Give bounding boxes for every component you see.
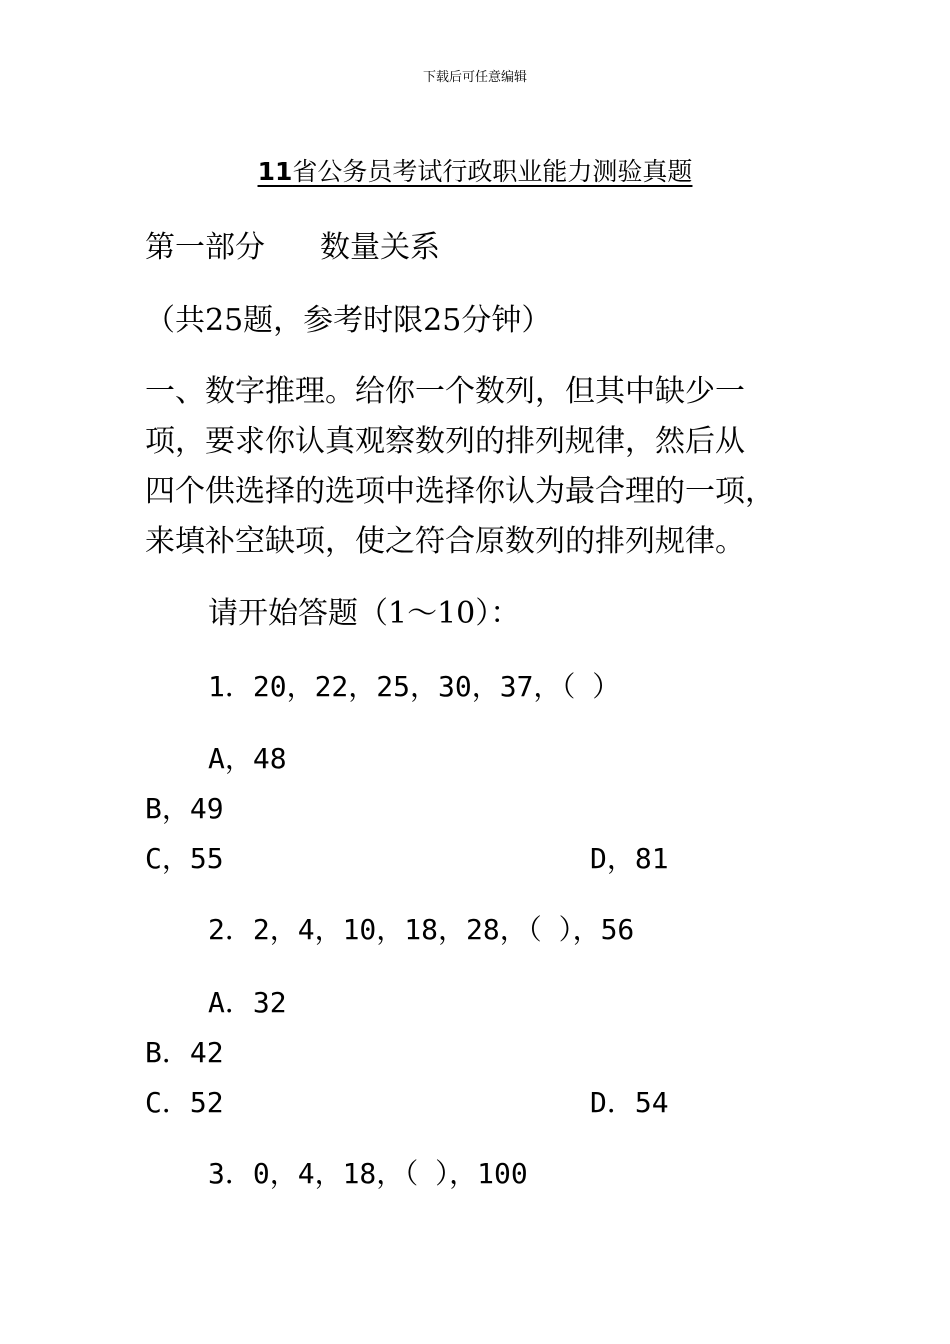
title-text: 省公务员考试行政职业能力测验真题 [292, 157, 693, 186]
option-c: C，55 [145, 842, 224, 875]
question-stem: 1．20，22，25，30，37，（ ） [208, 670, 621, 703]
instruction-line: 来填补空缺项，使之符合原数列的排列规律。 [145, 524, 745, 559]
section-label: 第一部分 [145, 230, 265, 265]
question-stem: 2．2，4，10，18，28，（ ），56 [208, 913, 635, 946]
instruction-line: 项，要求你认真观察数列的排列规律，然后从 [145, 424, 745, 459]
page-header-note: 下载后可任意编辑 [422, 70, 527, 85]
option-a: A．32 [208, 986, 287, 1019]
instruction-line: 四个供选择的选项中选择你认为最合理的一项， [145, 474, 775, 509]
document-title [0, 152, 950, 188]
title-number: 11 [257, 157, 293, 186]
answer-prompt: 请开始答题（1～10）： [208, 596, 521, 631]
option-b: B，49 [145, 792, 224, 825]
instruction-line: 一、数字推理。给你一个数列，但其中缺少一 [145, 374, 745, 409]
option-b: B．42 [145, 1036, 224, 1069]
option-d: D．54 [590, 1086, 669, 1119]
option-a: A，48 [208, 742, 287, 775]
question-stem: 3．0，4，18，（ ），100 [208, 1157, 528, 1190]
option-d: D，81 [590, 842, 669, 875]
section-name: 数量关系 [320, 230, 440, 265]
option-c: C．52 [145, 1086, 224, 1119]
time-limit-note: （共25题，参考时限25分钟） [145, 303, 552, 338]
